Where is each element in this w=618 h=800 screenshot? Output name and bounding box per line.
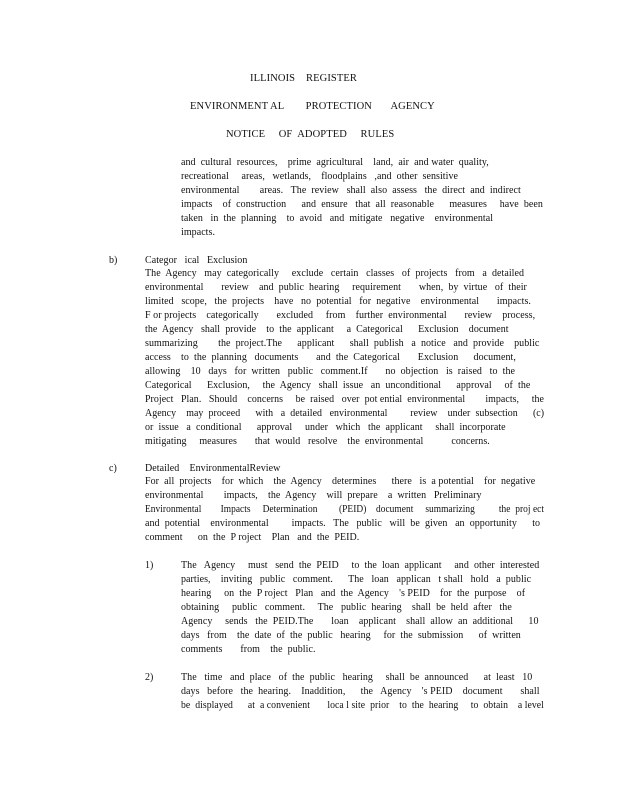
item-1-label: 1): [145, 560, 154, 571]
section-b-line: The Agency may categorically exclude certain classes of projects from a detailed: [145, 268, 525, 279]
item-1-line: Agency sends the PEID.The loan applicant shall allow an additional 10: [181, 616, 539, 627]
section-b-label: b): [109, 255, 118, 266]
section-b-line: the Agency shall provide to the applicant a Categorical Exclusion document: [145, 324, 509, 335]
item-2-line: The time and place of the public hearing shall be announced at least 10: [181, 672, 533, 683]
item-1-line: hearing on the P roject Plan and the Agency 's PEID for the purpose of: [181, 588, 526, 599]
section-b-line: F or projects categorically excluded from further environmental review process,: [145, 310, 536, 321]
item-2-line: be displayed at a convenient loca l site prior to the hearing to obtain a level: [181, 700, 544, 711]
section-c-line: For all projects for which the Agency determines there is a potential for negative: [145, 476, 536, 487]
item-1-line: days from the date of the public hearing for the submission of written: [181, 630, 521, 641]
item-1-line: obtaining public comment. The public hearing shall be held after the: [181, 602, 512, 613]
section-b-line: Categorical Exclusion, the Agency shall issue an unconditional approval of the: [145, 380, 531, 391]
agency-title: ENVIRONMENT AL PROTECTION AGENCY: [190, 101, 435, 112]
section-b-line: access to the planning documents and the Categorical Exclusion document,: [145, 352, 516, 363]
intro-line: impacts of construction and ensure that all reasonable measures have been: [181, 199, 543, 210]
item-1-line: The Agency must send the PEID to the loan applicant and other interested: [181, 560, 540, 571]
item-1-line: parties, inviting public comment. The loan applican t shall hold a public: [181, 574, 532, 585]
intro-line: taken in the planning to avoid and mitigate negative environmental: [181, 213, 494, 224]
section-c-heading: Detailed EnvironmentalReview: [145, 463, 281, 474]
section-b-line: environmental review and public hearing requirement when, by virtue of their: [145, 282, 527, 293]
section-c-line: and potential environmental impacts. The public will be given an opportunity to: [145, 518, 541, 529]
register-title: ILLINOIS REGISTER: [250, 73, 357, 84]
intro-line: impacts.: [181, 227, 216, 238]
intro-line: environmental areas. The review shall also assess the direct and indirect: [181, 185, 521, 196]
section-b-line: summarizing the project.The applicant shall publish a notice and provide public: [145, 338, 540, 349]
section-c-line: Environmental Impacts Determination (PEID) document summarizing the proj ect: [145, 504, 545, 515]
section-b-line: Agency may proceed with a detailed environmental review under subsection (c): [145, 408, 545, 419]
section-b-heading: Categor ical Exclusion: [145, 255, 248, 266]
item-2-label: 2): [145, 672, 154, 683]
section-b-line: mitigating measures that would resolve the environmental concerns.: [145, 436, 490, 447]
section-c-line: comment on the P roject Plan and the PEID.: [145, 532, 360, 543]
section-c-line: environmental impacts, the Agency will prepare a written Preliminary: [145, 490, 482, 501]
section-b-line: limited scope, the projects have no potential for negative environmental impacts.: [145, 296, 531, 307]
section-b-line: allowing 10 days for written public comment.If no objection is raised to the: [145, 366, 515, 377]
item-2-line: days before the hearing. Inaddition, the Agency 's PEID document shall: [181, 686, 540, 697]
intro-line: and cultural resources, prime agricultural land, air and water quality,: [181, 157, 489, 168]
notice-title: NOTICE OF ADOPTED RULES: [226, 129, 395, 140]
section-b-line: Project Plan. Should concerns be raised over pot ential environmental impacts, the: [145, 394, 544, 405]
item-1-line: comments from the public.: [181, 644, 316, 655]
section-b-line: or issue a conditional approval under which the applicant shall incorporate: [145, 422, 506, 433]
intro-line: recreational areas, wetlands, floodplains ,and other sensitive: [181, 171, 458, 182]
section-c-label: c): [109, 463, 117, 474]
